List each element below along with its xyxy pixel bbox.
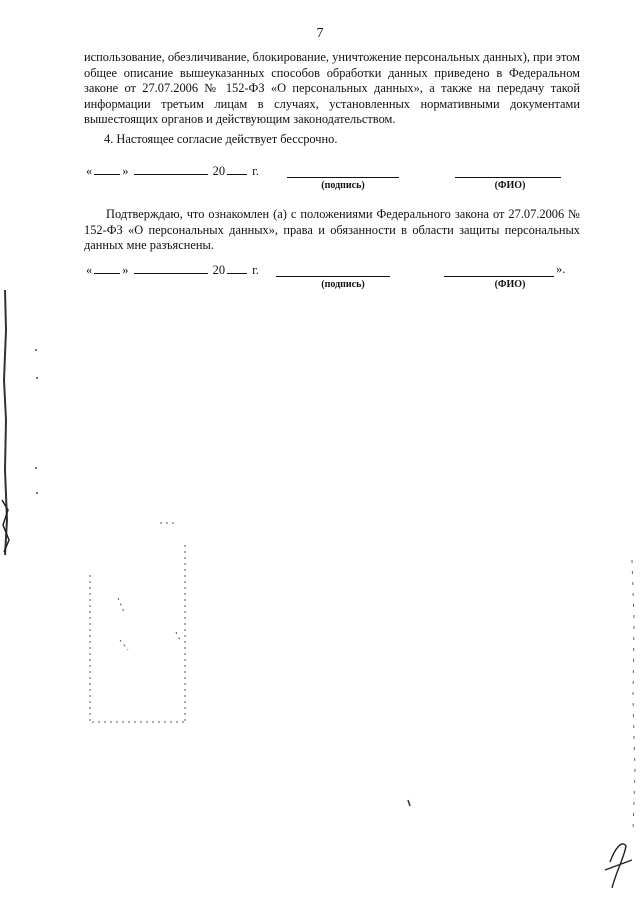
close-quote: » (122, 263, 129, 277)
full-name-caption: (ФИО) (494, 180, 526, 191)
page-number: 7 (316, 26, 324, 41)
signature-row-acknowledgement (0, 262, 640, 292)
day-blank (94, 163, 120, 175)
year-blank (227, 163, 247, 175)
year-suffix: г. (252, 164, 259, 178)
scan-speck (36, 377, 38, 379)
full-name-line (455, 163, 561, 178)
year-blank (227, 262, 247, 274)
binding-edge-mark (2, 500, 9, 552)
scan-speck (35, 467, 37, 469)
full-name-line (444, 262, 554, 277)
binding-edge-mark (4, 290, 7, 555)
scan-speck (36, 492, 38, 494)
acknowledgement-paragraph: Подтверждаю, что ознакомлен (а) с положениями Федерального закона от 27.07.2006 № 152-ФЗ «О персональных данных», права и обязанности в области защиты персональных данных мне разъяснены. (84, 207, 580, 253)
signature-caption: (подпись) (321, 279, 365, 290)
date-field (86, 262, 259, 278)
open-quote: « (86, 164, 93, 178)
signature-line (287, 163, 399, 178)
close-quote: » (122, 164, 129, 178)
date-field (86, 163, 259, 179)
signature-row-consent (0, 163, 640, 193)
edge-shadow (632, 560, 635, 830)
month-blank (134, 262, 208, 274)
full-name-caption: (ФИО) (494, 279, 526, 290)
year-suffix: г. (252, 263, 259, 277)
month-blank (134, 163, 208, 175)
consent-term-item: 4. Настоящее согласие действует бессрочно. (104, 132, 338, 146)
signature-line (276, 262, 390, 277)
closing-quote: ». (556, 262, 566, 276)
scan-speck (35, 349, 37, 351)
scan-speck (408, 800, 410, 806)
year-prefix: 20 (212, 164, 226, 178)
day-blank (94, 262, 120, 274)
signature-caption: (подпись) (321, 180, 365, 191)
consent-paragraph-continued: использование, обезличивание, блокирование, уничтожение персональных данных), при этом общее описание вышеуказанных способов обработки данных приведено в Федеральном законе от 27.07.2006 № 152-ФЗ «О персональных данных», а также на передачу такой информации третьим лицам в случаях, установленных нормативными документами вышестоящих органов и действующим законодательством. (84, 50, 580, 127)
year-prefix: 20 (212, 263, 226, 277)
open-quote: « (86, 263, 93, 277)
handwritten-page-mark (605, 844, 632, 888)
faded-stamp-remnant (90, 523, 185, 722)
